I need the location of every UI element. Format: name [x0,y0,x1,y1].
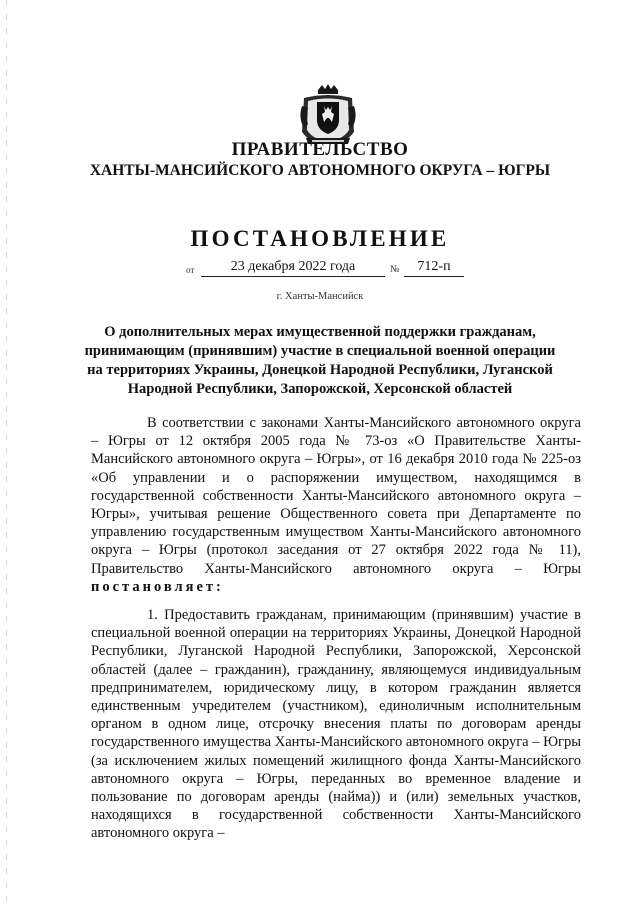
document-city: г. Ханты-Мансийск [276,291,364,302]
government-title: ПРАВИТЕЛЬСТВО [231,139,409,160]
date-from-label: от [186,265,195,275]
preamble-paragraph [91,414,581,596]
document-type: ПОСТАНОВЛЕНИЕ [190,226,450,251]
point-1-paragraph: 1. Предоставить гражданам, принимающим (принявшим) участие в специальной военной операции на территориях Украины, Донецкой Народной Республики, Луганской Народной Республики, Запорожской, Херсонской областей (далее – гражданин), гражданину, являющемуся индивидуальным предпринимателем, юридическому лицу, в котором гражданин является единственным учредителем (участником), единоличным исполнительным органом в одном лице, отсрочку внесения платы по договорам аренды государственного имущества Ханты-Мансийского автономного округа – Югры (за исключением жилых помещений жилищного фонда Ханты-Мансийского автономного округа – Югры, переданных во временное владение и пользование по договорам аренды (найма)) и (или) земельных участков, находящихся в государственной собственности Ханты-Мансийского автономного округа – [91,607,581,842]
document-heading: О дополнительных мерах имущественной поддержки гражданам, принимающим (принявшим) участие в специальной военной операции на территориях Украины, Донецкой Народной Республики, Луганской Народной Республики, Запорожской, Херсонской областей [84,324,556,397]
document-number: 712-п [404,259,464,277]
preamble-resolves: постановляет: [91,578,224,595]
government-subtitle: ХАНТЫ-МАНСИЙСКОГО АВТОНОМНОГО ОКРУГА – ЮГРЫ [89,162,551,179]
coat-of-arms-icon [298,84,358,146]
date-number-line [0,259,640,281]
number-label: № [390,264,400,275]
scan-edge-mark [6,0,7,905]
preamble-text: В соответствии с законами Ханты-Мансийского автономного округа – Югры от 12 октября 2005 года № 73-оз «О Правительстве Ханты-Мансийского автономного округа – Югры», от 16 декабря 2010 года № 225-оз «Об управлении и о распоряжении имуществом, находящимся в государственной собственности Ханты-Мансийского автономного округа – Югры», учитывая решение Общественного совета при Департаменте по управлению государственным имуществом Ханты-Мансийского автономного округа – Югры (протокол заседания от 27 октября 2022 года № 11), Правительство Ханты-Мансийского автономного округа – Югры [91,415,581,577]
document-date: 23 декабря 2022 года [201,259,385,277]
